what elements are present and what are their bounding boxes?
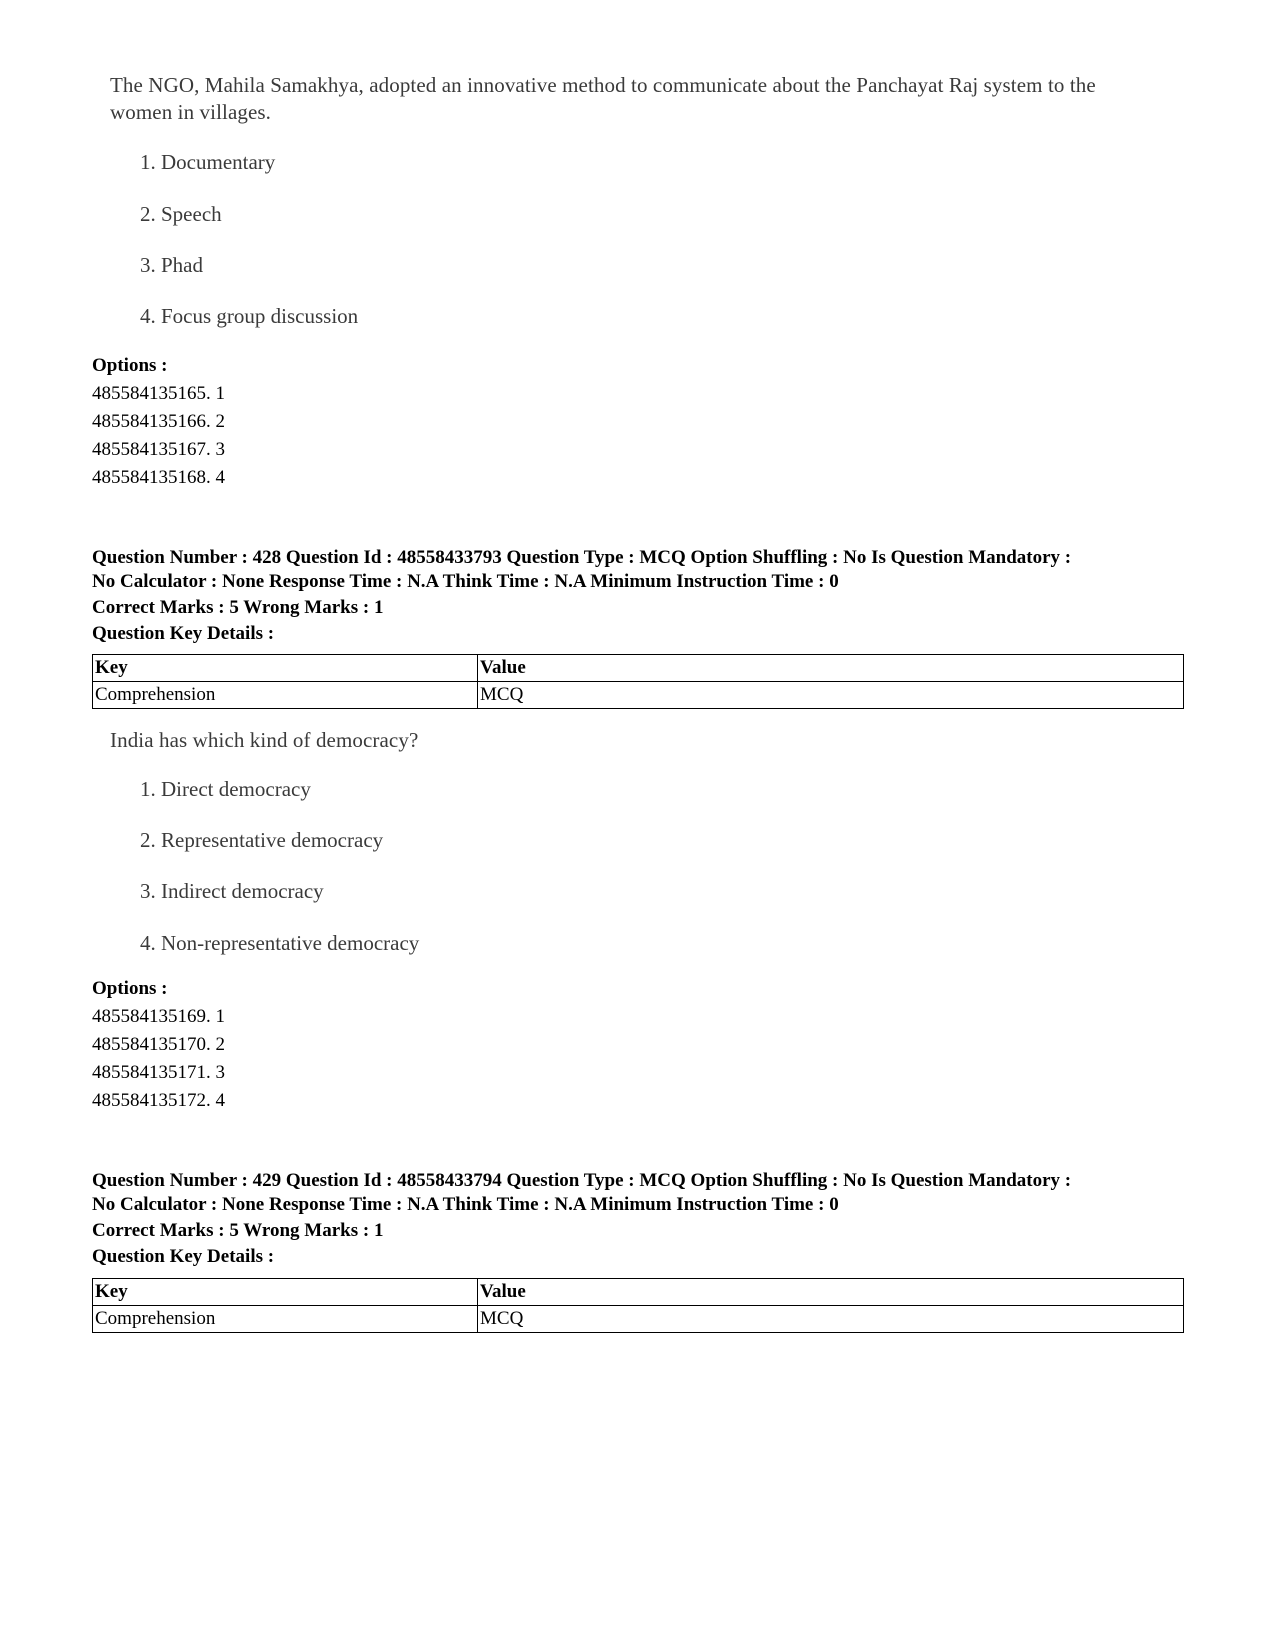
choice-item: 4. Focus group discussion: [140, 304, 359, 328]
question-header-429: [92, 1169, 1182, 1271]
table-header-value: Value: [478, 655, 1184, 682]
key-details-label: Question Key Details :: [92, 1246, 275, 1267]
question-image-427: [110, 72, 1150, 328]
table-cell-key: Comprehension: [93, 1306, 478, 1333]
question-meta-line: No Calculator : None Response Time : N.A Think Time : N.A Minimum Instruction Time : 0: [92, 571, 839, 592]
choice-item: 4. Non-representative democracy: [140, 931, 420, 955]
question-meta-line: Question Number : 429 Question Id : 48558433794 Question Type : MCQ Option Shuffling : No Is Question Mandatory :: [92, 1170, 1072, 1191]
choice-item: 1. Documentary: [140, 150, 276, 174]
options-block-427: [92, 352, 1182, 492]
table-row: [93, 682, 1184, 709]
table-header-key: Key: [93, 1279, 478, 1306]
table-header-row: [93, 1279, 1184, 1306]
question-stem: The NGO, Mahila Samakhya, adopted an innovative method to communicate about the Panchayat Raj system to the women in villages.: [110, 73, 1096, 124]
option-line: 485584135166. 2: [92, 411, 225, 432]
options-label: Options :: [92, 978, 168, 999]
question-meta-line: No Calculator : None Response Time : N.A Think Time : N.A Minimum Instruction Time : 0: [92, 1194, 839, 1215]
option-line: 485584135165. 1: [92, 383, 225, 404]
option-line: 485584135171. 3: [92, 1062, 225, 1083]
question-header-428: [92, 546, 1182, 648]
option-line: 485584135167. 3: [92, 439, 225, 460]
options-label: Options :: [92, 355, 168, 376]
option-line: 485584135172. 4: [92, 1090, 225, 1111]
table-header-row: [93, 655, 1184, 682]
table-cell-value: MCQ: [478, 1306, 1184, 1333]
table-cell-key: Comprehension: [93, 682, 478, 709]
key-details-table: [92, 1278, 1184, 1333]
option-line: 485584135168. 4: [92, 467, 225, 488]
choice-item: 2. Representative democracy: [140, 828, 384, 852]
marks-line: Correct Marks : 5 Wrong Marks : 1: [92, 597, 384, 618]
key-details-label: Question Key Details :: [92, 623, 275, 644]
choice-item: 1. Direct democracy: [140, 777, 311, 801]
question-stem: India has which kind of democracy?: [110, 728, 419, 752]
options-block-428: [92, 975, 1182, 1115]
key-details-table: [92, 654, 1184, 709]
table-header-value: Value: [478, 1279, 1184, 1306]
table-row: [93, 1306, 1184, 1333]
table-cell-value: MCQ: [478, 682, 1184, 709]
question-meta-line: Question Number : 428 Question Id : 48558433793 Question Type : MCQ Option Shuffling : No Is Question Mandatory :: [92, 547, 1072, 568]
table-header-key: Key: [93, 655, 478, 682]
option-line: 485584135170. 2: [92, 1034, 225, 1055]
choice-item: 3. Phad: [140, 253, 203, 277]
choice-item: 2. Speech: [140, 202, 222, 226]
choice-item: 3. Indirect democracy: [140, 879, 324, 903]
option-line: 485584135169. 1: [92, 1006, 225, 1027]
question-image-428: [110, 727, 1150, 955]
marks-line: Correct Marks : 5 Wrong Marks : 1: [92, 1220, 384, 1241]
